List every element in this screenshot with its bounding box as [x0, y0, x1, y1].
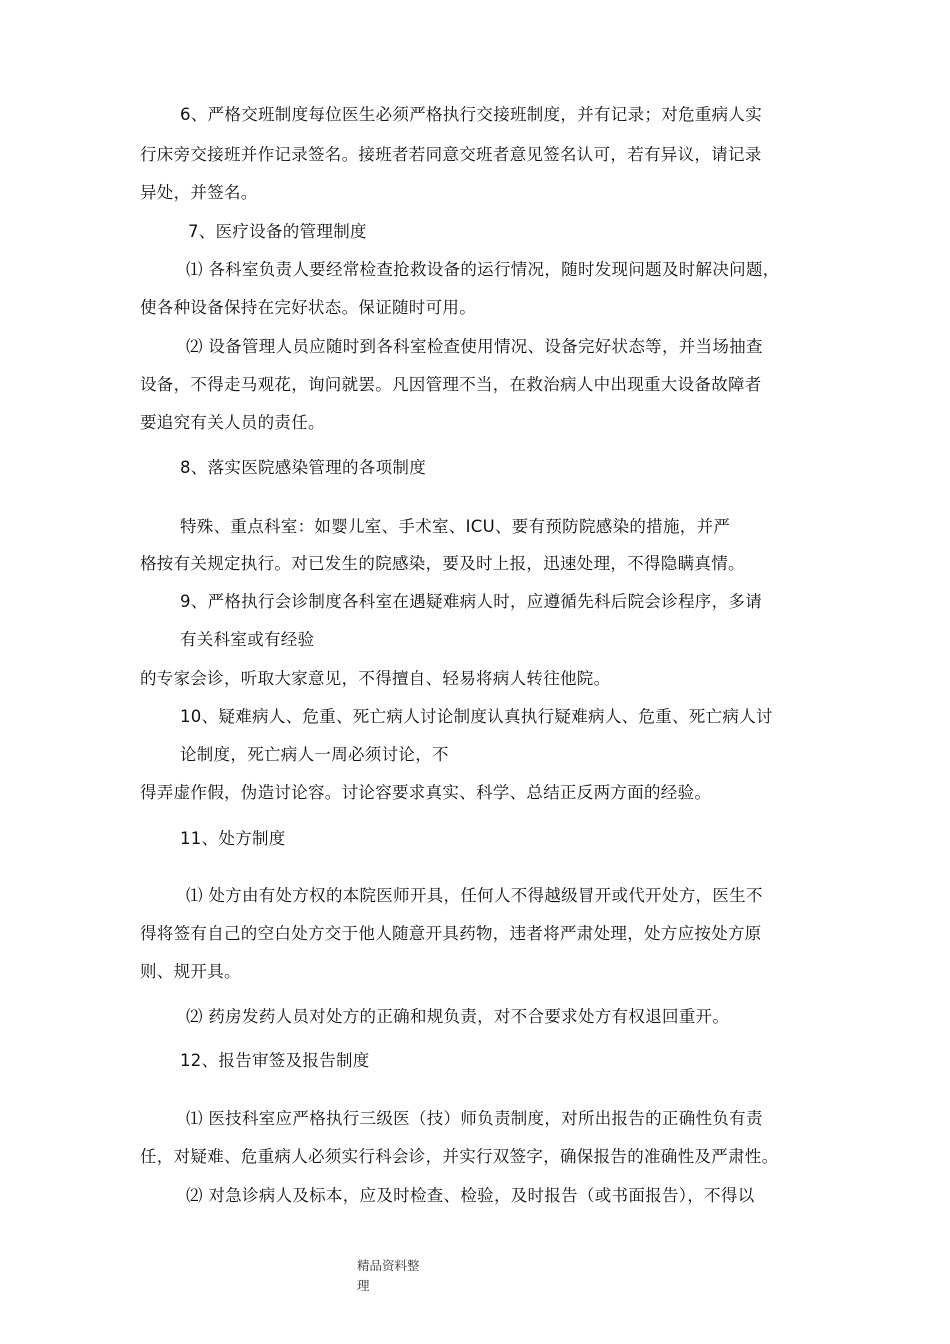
paragraph-line: ⑵ 药房发药人员对处方的正确和规负责，对不合要求处方有权退回重开。: [186, 1007, 730, 1026]
paragraph-line: 的专家会诊，听取大家意见，不得擅自、轻易将病人转往他院。: [140, 669, 611, 688]
paragraph-line: 得将签有自己的空白处方交于他人随意开具药物，违者将严肃处理，处方应按处方原: [140, 924, 762, 943]
paragraph-line: 有关科室或有经验: [180, 630, 315, 649]
paragraph-line: ⑴ 各科室负责人要经常检查抢救设备的运行情况，随时发现问题及时解决问题，: [186, 260, 780, 279]
paragraph-line: 论制度，死亡病人一周必须讨论，不: [180, 745, 449, 764]
paragraph-line: 行床旁交接班并作记录签名。接班者若同意交班者意见签名认可，若有异议，请记录: [140, 145, 762, 164]
paragraph-line: 6、严格交班制度每位医生必须严格执行交接班制度，并有记录；对危重病人实: [180, 105, 762, 124]
paragraph-line: 任，对疑难、危重病人必须实行科会诊，并实行双签字，确保报告的准确性及严肃性。: [140, 1147, 779, 1166]
page-footer: [357, 1256, 420, 1296]
paragraph-line: 设备，不得走马观花，询问就罢。凡因管理不当，在救治病人中出现重大设备故障者: [140, 375, 762, 394]
paragraph-line: ⑵ 对急诊病人及标本，应及时检查、检验，及时报告（或书面报告），不得以: [186, 1186, 755, 1205]
section-heading: 8、落实医院感染管理的各项制度: [180, 458, 426, 477]
paragraph-line: 则、规开具。: [140, 962, 241, 981]
paragraph-line: ⑵ 设备管理人员应随时到各科室检查使用情况、设备完好状态等，并当场抽查: [186, 337, 763, 356]
footer-line: 理: [357, 1278, 370, 1293]
paragraph-line: 异处，并签名。: [140, 183, 258, 202]
footer-line: 精品资料整: [357, 1258, 420, 1273]
section-heading: 11、处方制度: [180, 829, 286, 848]
paragraph-line: ⑴ 医技科室应严格执行三级医（技）师负责制度，对所出报告的正确性负有责: [186, 1109, 763, 1128]
paragraph-line: 要追究有关人员的责任。: [140, 413, 325, 432]
paragraph-line: 得弄虚作假，伪造讨论容。讨论容要求真实、科学、总结正反两方面的经验。: [140, 783, 712, 802]
paragraph-line: 使各种设备保持在完好状态。保证随时可用。: [140, 298, 476, 317]
paragraph-line: 特殊、重点科室：如婴儿室、手术室、ICU、要有预防院感染的措施，并严: [180, 517, 731, 536]
paragraph-line: 9、严格执行会诊制度各科室在遇疑难病人时，应遵循先科后院会诊程序，多请: [180, 592, 762, 611]
section-heading: 7、医疗设备的管理制度: [188, 222, 367, 241]
paragraph-line: ⑴ 处方由有处方权的本院医师开具，任何人不得越级冒开或代开处方，医生不: [186, 886, 763, 905]
paragraph-line: 格按有关规定执行。对已发生的院感染，要及时上报，迅速处理，不得隐瞒真情。: [140, 554, 745, 573]
section-heading: 12、报告审签及报告制度: [180, 1051, 370, 1070]
paragraph-line: 10、疑难病人、危重、死亡病人讨论制度认真执行疑难病人、危重、死亡病人讨: [180, 707, 773, 726]
